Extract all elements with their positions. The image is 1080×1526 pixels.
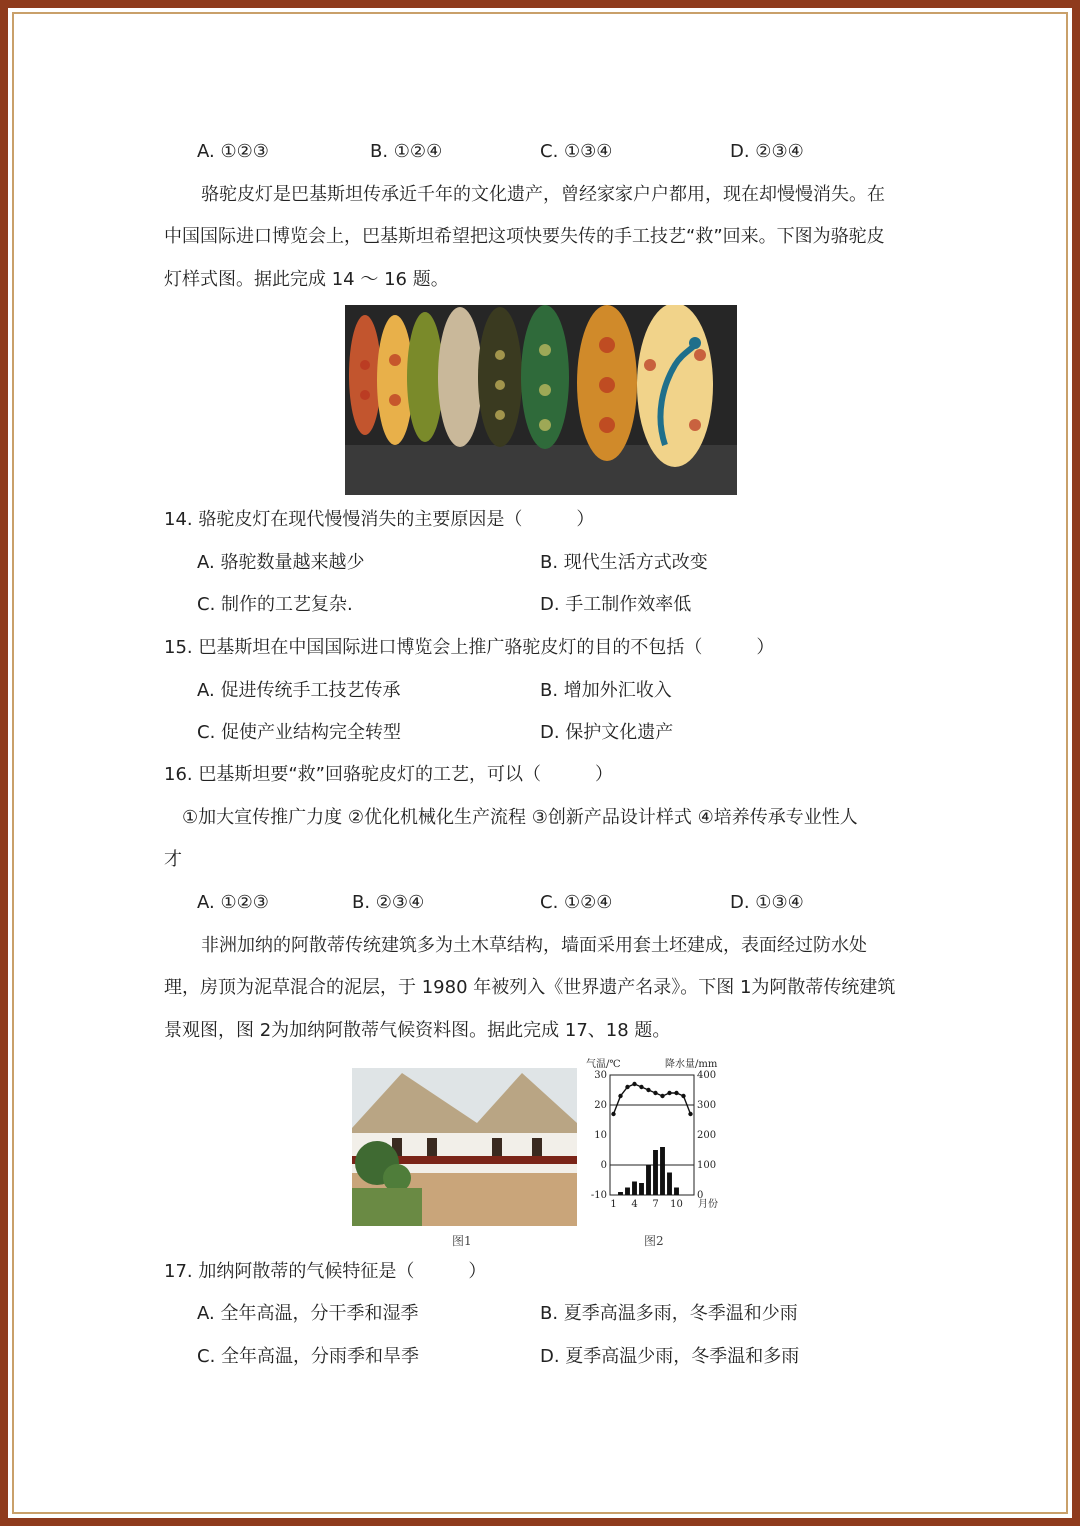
temperature-point [653,1091,657,1095]
q14-option-d: D. 手工制作效率低 [540,594,692,615]
precip-bar [618,1192,623,1195]
month-tick-label: 7 [652,1199,659,1210]
q13-option-a: A. ①②③ [197,141,269,162]
passage2-line3: 景观图，图 2为加纳阿散蒂气候资料图。据此完成 17、18 题。 [164,1020,671,1041]
temp-tick-label: -10 [590,1190,607,1201]
q17-stem: 17. 加纳阿散蒂的气候特征是（ ） [164,1261,487,1282]
precip-tick-label: 0 [697,1190,704,1201]
passage2-line1: 非洲加纳的阿散蒂传统建筑多为土木草结构，墙面采用套土坯建成，表面经过防水处 [201,935,867,956]
temperature-line [614,1084,691,1114]
q15-option-a: A. 促进传统手工技艺传承 [197,680,401,701]
precip-bar [667,1173,672,1196]
temp-tick-label: 0 [600,1160,607,1171]
month-tick-label: 1 [610,1199,617,1210]
temperature-point [639,1085,643,1089]
chart-temp-axis-label: 气温/℃ [586,1059,621,1070]
temperature-point [632,1082,636,1086]
temperature-point [681,1094,685,1098]
q15-option-b: B. 增加外汇收入 [540,680,672,701]
q16-stem: 16. 巴基斯坦要“救”回骆驼皮灯的工艺，可以（ ） [164,764,613,785]
temperature-point [674,1091,678,1095]
q15-option-d: D. 保护文化遗产 [540,722,674,743]
temperature-point [660,1094,664,1098]
precip-bar [639,1183,644,1195]
temperature-point [611,1112,615,1116]
q16-option-b: B. ②③④ [352,892,425,913]
month-tick-label: 10 [670,1199,683,1210]
temp-tick-label: 30 [594,1070,607,1081]
q15-stem: 15. 巴基斯坦在中国国际进口博览会上推广骆驼皮灯的目的不包括（ ） [164,637,775,658]
precip-tick-label: 100 [697,1160,717,1171]
q17-option-d: D. 夏季高温少雨，冬季温和多雨 [540,1346,800,1367]
q17-option-b: B. 夏季高温多雨，冬季温和少雨 [540,1303,798,1324]
precip-tick-label: 400 [697,1070,717,1081]
precip-bar [660,1147,665,1195]
q14-option-a: A. 骆驼数量越来越少 [197,552,365,573]
precip-bar [653,1150,658,1195]
chart-month-label: 月份 [698,1199,718,1210]
q16-option-c: C. ①②④ [540,892,613,913]
passage1-line3: 灯样式图。据此完成 14 ～ 16 题。 [164,269,449,290]
q14-option-c: C. 制作的工艺复杂. [197,594,353,615]
figure1-caption: 图1 [452,1234,472,1248]
q15-option-c: C. 促使产业结构完全转型 [197,722,402,743]
temperature-point [646,1088,650,1092]
q14-stem: 14. 骆驼皮灯在现代慢慢消失的主要原因是（ ） [164,509,595,530]
passage1-line1: 骆驼皮灯是巴基斯坦传承近千年的文化遗产，曾经家家户户都用，现在却慢慢消失。在 [201,184,885,205]
month-tick-label: 4 [631,1199,638,1210]
q16-items-line1: ①加大宣传推广力度 ②优化机械化生产流程 ③创新产品设计样式 ④培养传承专业性人 [182,807,858,828]
q16-items-line2: 才 [164,849,182,870]
precip-bar [674,1188,679,1196]
temperature-point [688,1112,692,1116]
precip-bar [646,1165,651,1195]
q13-option-b: B. ①②④ [370,141,443,162]
precip-tick-label: 300 [697,1100,717,1111]
ashanti-building-photo [352,1068,577,1226]
precip-bar [625,1188,630,1196]
q17-option-c: C. 全年高温，分雨季和旱季 [197,1346,420,1367]
temp-tick-label: 20 [594,1100,607,1111]
temperature-point [625,1085,629,1089]
q16-option-d: D. ①③④ [730,892,804,913]
temperature-point [667,1091,671,1095]
figure2-caption: 图2 [644,1234,664,1248]
q17-option-a: A. 全年高温，分干季和湿季 [197,1303,419,1324]
q13-option-c: C. ①③④ [540,141,613,162]
chart-precip-axis-label: 降水量/mm [665,1059,718,1070]
temp-tick-label: 10 [594,1130,607,1141]
q13-option-d: D. ②③④ [730,141,804,162]
camel-skin-lamps-photo [345,305,737,495]
q14-option-b: B. 现代生活方式改变 [540,552,708,573]
precip-bar [632,1182,637,1196]
climate-chart [580,1052,730,1222]
precip-tick-label: 200 [697,1130,717,1141]
temperature-point [618,1094,622,1098]
passage1-line2: 中国国际进口博览会上，巴基斯坦希望把这项快要失传的手工技艺“救”回来。下图为骆驼皮 [164,226,885,247]
q16-option-a: A. ①②③ [197,892,269,913]
passage2-line2: 理，房顶为泥草混合的泥层，于 1980 年被列入《世界遗产名录》。下图 1为阿散蒂传统建筑 [164,977,896,998]
